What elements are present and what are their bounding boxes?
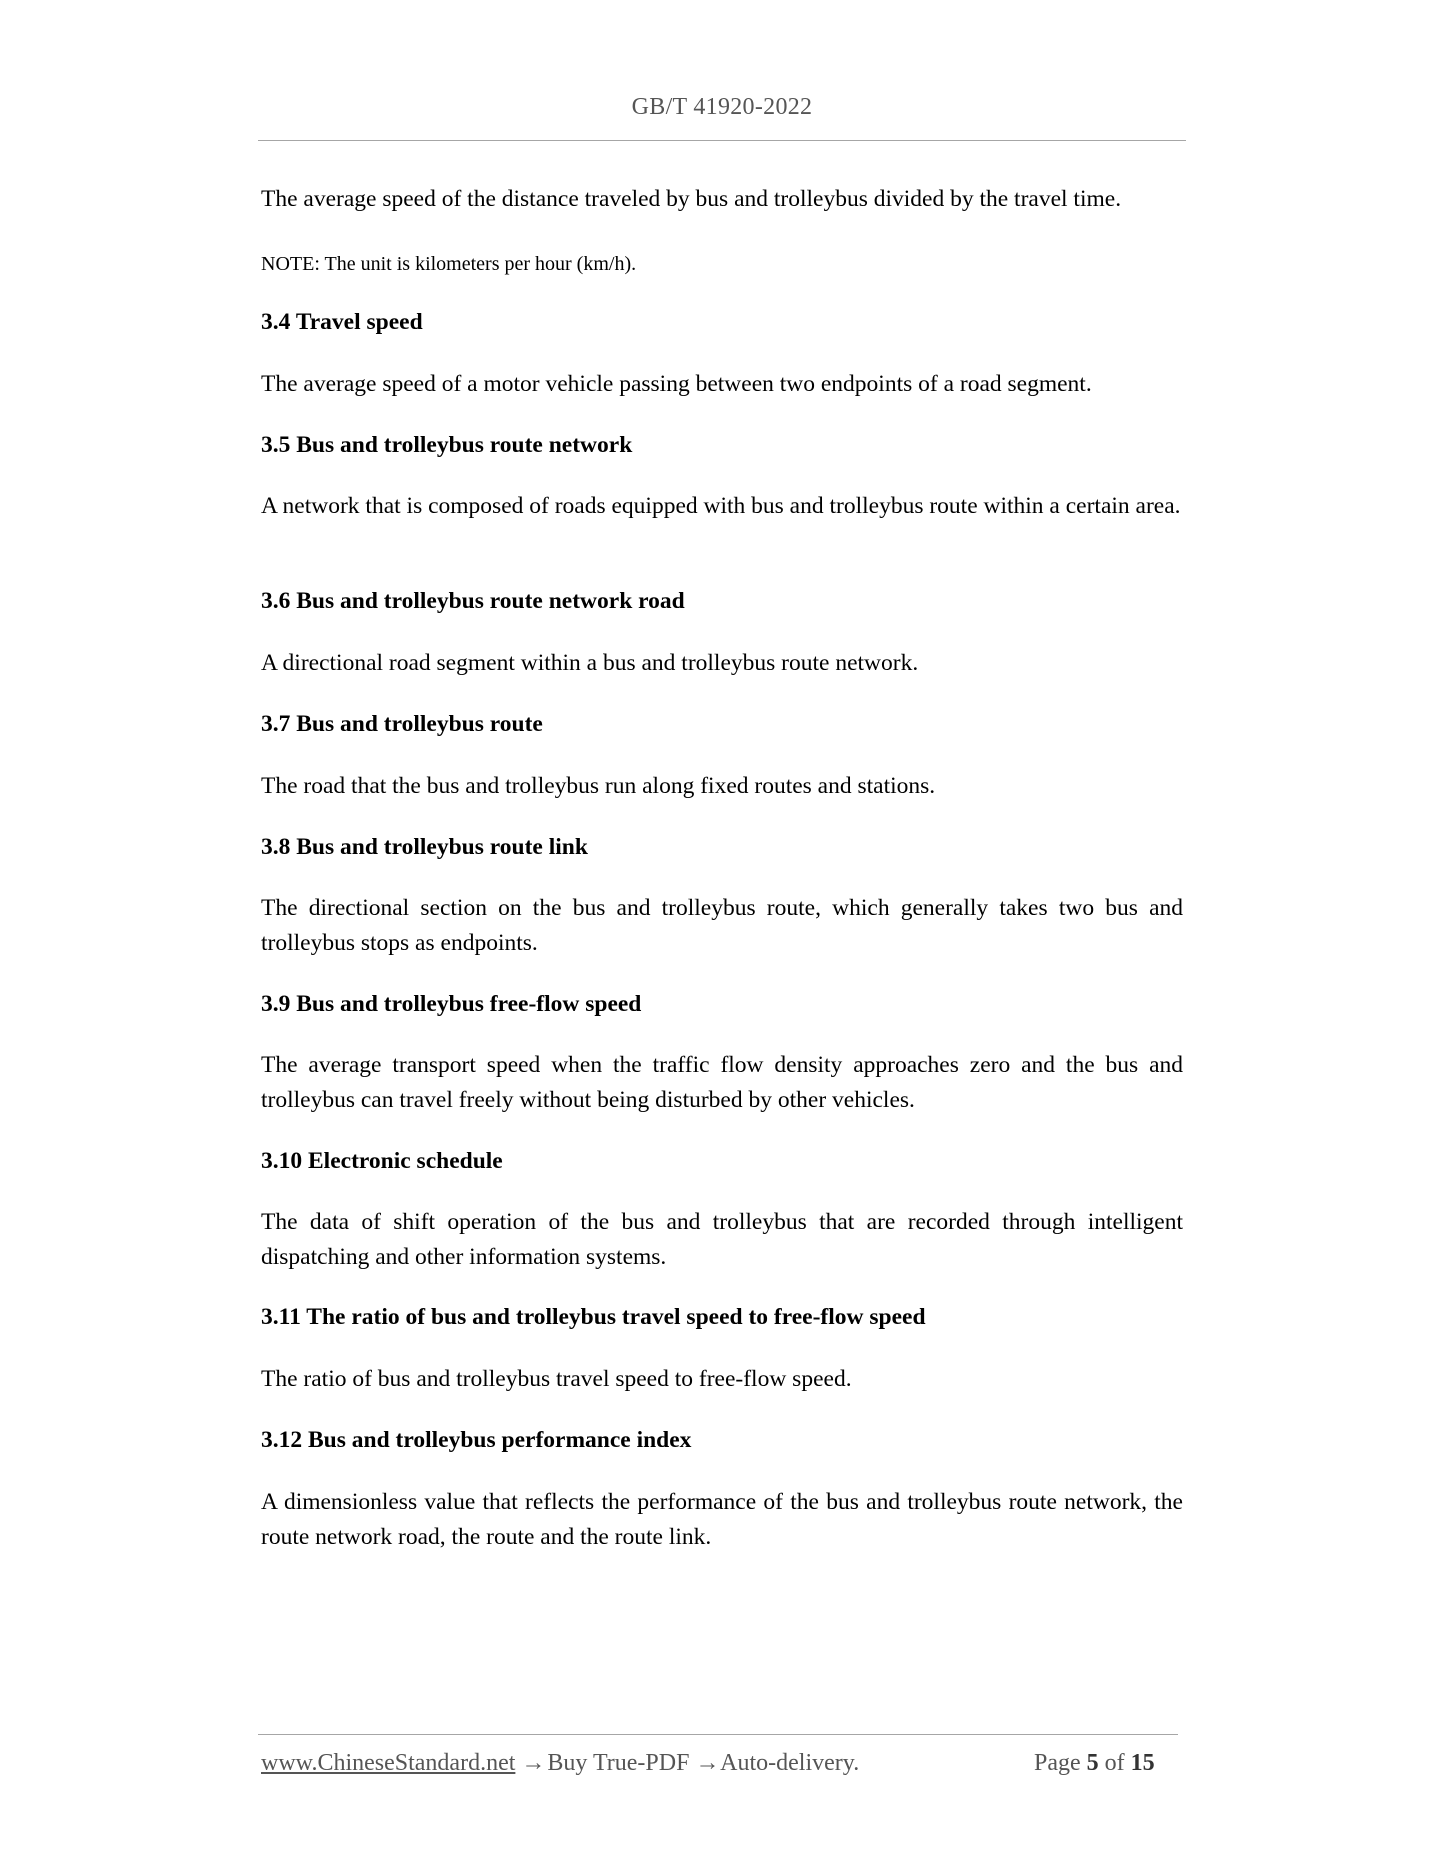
auto-delivery-text: Auto-delivery. [720, 1750, 860, 1776]
section-text-3-12: A dimensionless value that reflects the performance of the bus and trolleybus route network, the route network road, the route and the route link. [261, 1489, 1183, 1550]
section-heading-3-4: 3.4 Travel speed [261, 309, 423, 335]
site-link[interactable]: www.ChineseStandard.net [261, 1750, 516, 1776]
section-text-3-4: The average speed of a motor vehicle passing between two endpoints of a road segment. [261, 371, 1092, 397]
of-label: of [1104, 1750, 1125, 1776]
section-heading-3-6: 3.6 Bus and trolleybus route network road [261, 588, 685, 614]
section-text-3-8: The directional section on the bus and trolleybus route, which generally takes two bus and trolleybus stops as endpoints. [261, 895, 1183, 956]
section-text-3-6: A directional road segment within a bus and trolleybus route network. [261, 650, 919, 676]
section-heading-3-11: 3.11 The ratio of bus and trolleybus travel speed to free-flow speed [261, 1304, 926, 1330]
section-text-3-10: The data of shift operation of the bus and trolleybus that are recorded through intelligent dispatching and other information systems. [261, 1209, 1183, 1270]
arrow-right-icon: → [521, 1750, 546, 1776]
section-heading-3-9: 3.9 Bus and trolleybus free-flow speed [261, 991, 642, 1017]
page-indicator [1034, 1750, 1155, 1777]
section-text-3-11: The ratio of bus and trolleybus travel speed to free-flow speed. [261, 1366, 852, 1392]
arrow-right-icon: → [695, 1750, 720, 1776]
current-page-number: 5 [1086, 1750, 1099, 1776]
section-text-3-9: The average transport speed when the traffic flow density approaches zero and the bus and trolleybus can travel freely without being disturbed by other vehicles. [261, 1052, 1183, 1113]
document-code-header: GB/T 41920-2022 [631, 94, 813, 120]
section-heading-3-5: 3.5 Bus and trolleybus route network [261, 432, 633, 458]
note-paragraph: NOTE: The unit is kilometers per hour (km/h). [261, 253, 637, 275]
total-pages-number: 15 [1130, 1750, 1155, 1776]
intro-paragraph: The average speed of the distance traveled by bus and trolleybus divided by the travel time. [261, 186, 1122, 212]
section-heading-3-10: 3.10 Electronic schedule [261, 1148, 503, 1174]
buy-pdf-text: Buy True-PDF [547, 1750, 690, 1776]
section-text-3-7: The road that the bus and trolleybus run along fixed routes and stations. [261, 773, 936, 799]
footer-promo [261, 1750, 859, 1777]
document-body [261, 0, 1183, 1700]
section-heading-3-8: 3.8 Bus and trolleybus route link [261, 834, 588, 860]
page-label: Page [1034, 1750, 1081, 1776]
footer-divider [258, 1734, 1178, 1735]
section-text-3-5: A network that is composed of roads equipped with bus and trolleybus route within a certain area. [261, 493, 1181, 519]
section-heading-3-12: 3.12 Bus and trolleybus performance index [261, 1427, 692, 1453]
section-heading-3-7: 3.7 Bus and trolleybus route [261, 711, 543, 737]
